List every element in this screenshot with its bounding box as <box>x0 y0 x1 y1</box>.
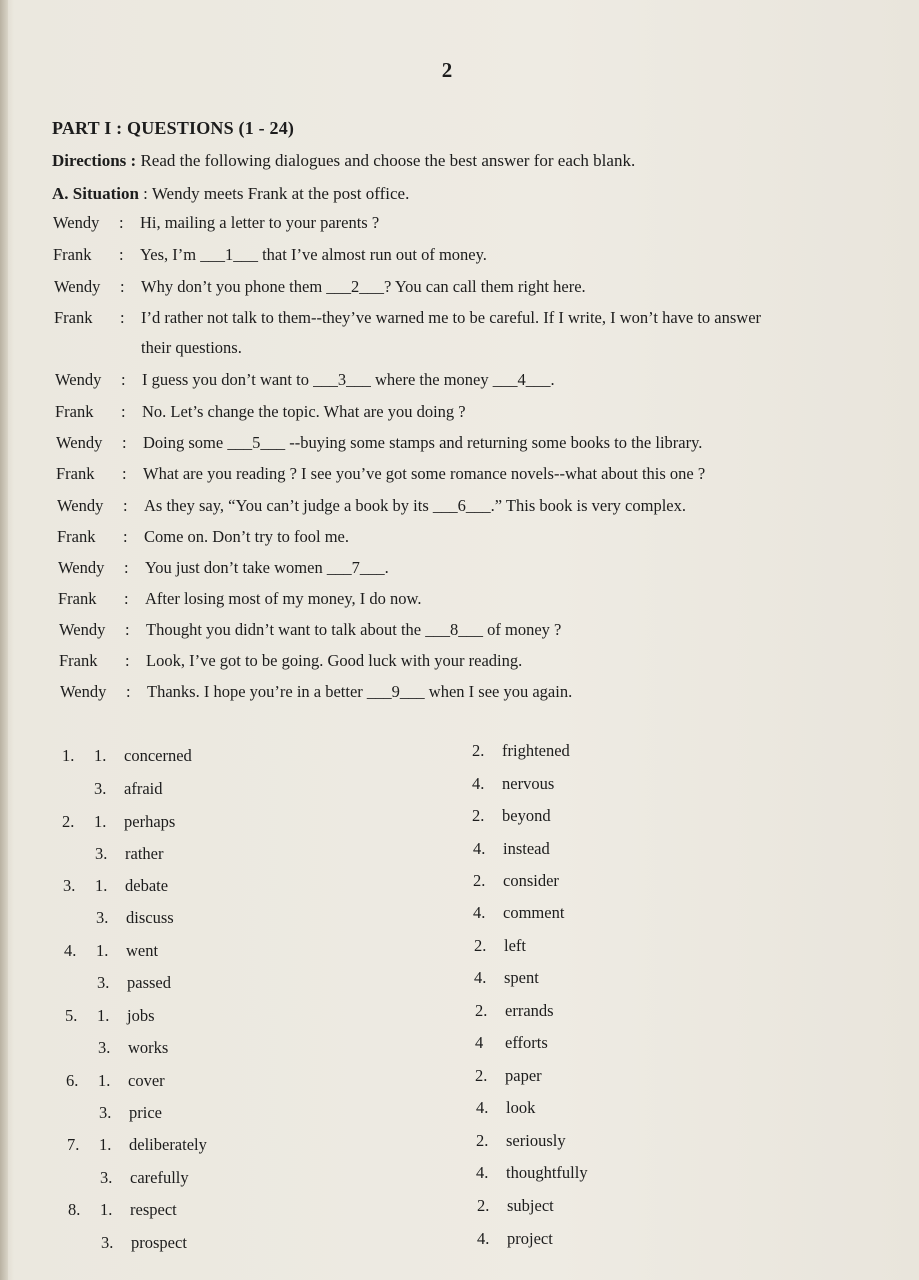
speaker-name: Wendy <box>55 370 102 389</box>
option-number: 2. <box>475 1066 488 1085</box>
speaker-name: Frank <box>56 464 95 483</box>
option-number: 3. <box>101 1233 114 1252</box>
speaker-colon: : <box>121 402 126 421</box>
option-number: 4. <box>476 1163 489 1182</box>
option-word: left <box>504 936 526 955</box>
option-number: 1. <box>99 1135 112 1154</box>
option-word: consider <box>503 871 559 890</box>
speaker-name: Frank <box>53 245 92 264</box>
speaker-colon: : <box>124 589 129 608</box>
directions <box>52 151 635 171</box>
option-number: 3. <box>100 1168 113 1187</box>
directions-text: Read the following dialogues and choose the best answer for each blank. <box>140 151 636 170</box>
option-word: discuss <box>126 908 174 927</box>
option-number: 1. <box>97 1006 110 1025</box>
option-number: 4. <box>473 839 486 858</box>
option-word: perhaps <box>124 812 176 831</box>
speaker-colon: : <box>126 682 131 701</box>
option-word: nervous <box>502 774 555 793</box>
option-word: instead <box>503 839 550 858</box>
option-number: 1. <box>94 812 107 831</box>
question-number: 5. <box>65 1006 78 1025</box>
option-word: works <box>128 1038 169 1057</box>
option-word: price <box>129 1103 162 1122</box>
speaker-colon: : <box>119 245 124 264</box>
option-number: 3. <box>97 973 110 992</box>
option-word: respect <box>130 1200 177 1219</box>
option-number: 4. <box>472 774 485 793</box>
option-number: 3. <box>94 779 107 798</box>
option-number: 2. <box>473 871 486 890</box>
speaker-name: Wendy <box>54 277 101 296</box>
dialogue-text: Yes, I’m ___1___ that I’ve almost run out of money. <box>140 245 487 264</box>
option-number: 4. <box>476 1098 489 1117</box>
option-word: deliberately <box>129 1135 207 1154</box>
option-word: cover <box>128 1071 165 1090</box>
page-edge <box>0 0 8 1280</box>
option-word: project <box>507 1229 553 1248</box>
option-number: 2. <box>472 806 485 825</box>
option-number: 1. <box>96 941 109 960</box>
option-number: 3. <box>95 844 108 863</box>
part-title: PART I : QUESTIONS (1 - 24) <box>52 118 295 138</box>
speaker-colon: : <box>121 370 126 389</box>
speaker-colon: : <box>122 464 127 483</box>
option-word: thoughtfully <box>506 1163 588 1182</box>
dialogue-text: As they say, “You can’t judge a book by its ___6___.” This book is very complex. <box>144 496 687 515</box>
directions-label: Directions : <box>52 151 137 170</box>
option-word: carefully <box>130 1168 189 1187</box>
page-number: 2 <box>441 58 453 82</box>
option-number: 4. <box>474 968 487 987</box>
situation-text: : Wendy meets Frank at the post office. <box>143 184 410 203</box>
question-number: 1. <box>62 746 75 765</box>
speaker-colon: : <box>124 558 129 577</box>
option-word: concerned <box>124 746 192 765</box>
speaker-name: Frank <box>57 527 96 546</box>
dialogue-text: Hi, mailing a letter to your parents ? <box>140 213 380 232</box>
option-word: afraid <box>124 779 163 798</box>
question-number: 7. <box>67 1135 80 1154</box>
dialogue-text: No. Let’s change the topic. What are you doing ? <box>142 402 466 421</box>
dialogue-text: I’d rather not talk to them--they’ve warned me to be careful. If I write, I won’t have to answer <box>141 308 762 327</box>
speaker-name: Wendy <box>56 433 103 452</box>
dialogue-text: Look, I’ve got to be going. Good luck with your reading. <box>146 651 523 670</box>
speaker-name: Wendy <box>59 620 106 639</box>
option-word: beyond <box>502 806 551 825</box>
option-word: look <box>506 1098 536 1117</box>
option-number: 1. <box>95 876 108 895</box>
dialogue-text: Thanks. I hope you’re in a better ___9___ when I see you again. <box>147 682 573 701</box>
speaker-name: Frank <box>55 402 94 421</box>
option-number: 2. <box>476 1131 489 1150</box>
speaker-colon: : <box>122 433 127 452</box>
dialogue-text: Doing some ___5___ --buying some stamps and returning some books to the library. <box>143 433 703 452</box>
dialogue-text: Thought you didn’t want to talk about the ___8___ of money ? <box>146 620 562 639</box>
option-number: 3. <box>99 1103 112 1122</box>
option-word: comment <box>503 903 565 922</box>
option-word: spent <box>504 968 539 987</box>
option-word: debate <box>125 876 169 895</box>
option-word: passed <box>127 973 171 992</box>
option-number: 2. <box>474 936 487 955</box>
speaker-name: Wendy <box>57 496 104 515</box>
option-number: 4. <box>473 903 486 922</box>
speaker-name: Wendy <box>58 558 105 577</box>
option-number: 2. <box>475 1001 488 1020</box>
dialogue-text: Why don’t you phone them ___2___? You can call them right here. <box>141 277 586 296</box>
option-word: paper <box>505 1066 542 1085</box>
speaker-colon: : <box>120 308 125 327</box>
speaker-name: Frank <box>59 651 98 670</box>
speaker-colon: : <box>125 651 130 670</box>
question-number: 2. <box>62 812 75 831</box>
situation-label: A. Situation <box>52 184 139 203</box>
question-number: 6. <box>66 1071 79 1090</box>
dialogue-text: What are you reading ? I see you’ve got some romance novels--what about this one ? <box>143 464 706 483</box>
option-number: 2. <box>472 741 485 760</box>
option-word: went <box>126 941 159 960</box>
speaker-name: Wendy <box>53 213 100 232</box>
option-word: rather <box>125 844 164 863</box>
option-number: 3. <box>96 908 109 927</box>
option-word: seriously <box>506 1131 566 1150</box>
option-number: 4. <box>477 1229 490 1248</box>
question-number: 3. <box>63 876 76 895</box>
option-number: 4 <box>475 1033 484 1052</box>
speaker-name: Frank <box>58 589 97 608</box>
dialogue-text: I guess you don’t want to ___3___ where the money ___4___. <box>142 370 555 389</box>
option-word: frightened <box>502 741 570 760</box>
option-word: prospect <box>131 1233 187 1252</box>
situation <box>52 184 409 204</box>
speaker-name: Wendy <box>60 682 107 701</box>
dialogue-text: You just don’t take women ___7___. <box>145 558 389 577</box>
dialogue-text: After losing most of my money, I do now. <box>145 589 422 608</box>
speaker-name: Frank <box>54 308 93 327</box>
question-number: 8. <box>68 1200 81 1219</box>
option-word: jobs <box>127 1006 155 1025</box>
option-number: 3. <box>98 1038 111 1057</box>
question-number: 4. <box>64 941 77 960</box>
option-word: errands <box>505 1001 554 1020</box>
speaker-colon: : <box>120 277 125 296</box>
speaker-colon: : <box>119 213 124 232</box>
option-word: subject <box>507 1196 554 1215</box>
option-number: 1. <box>98 1071 111 1090</box>
option-word: efforts <box>505 1033 548 1052</box>
speaker-colon: : <box>123 496 128 515</box>
option-number: 2. <box>477 1196 490 1215</box>
option-number: 1. <box>100 1200 113 1219</box>
dialogue-text: their questions. <box>141 338 242 357</box>
option-number: 1. <box>94 746 107 765</box>
dialogue-text: Come on. Don’t try to fool me. <box>144 527 350 546</box>
speaker-colon: : <box>123 527 128 546</box>
speaker-colon: : <box>125 620 130 639</box>
